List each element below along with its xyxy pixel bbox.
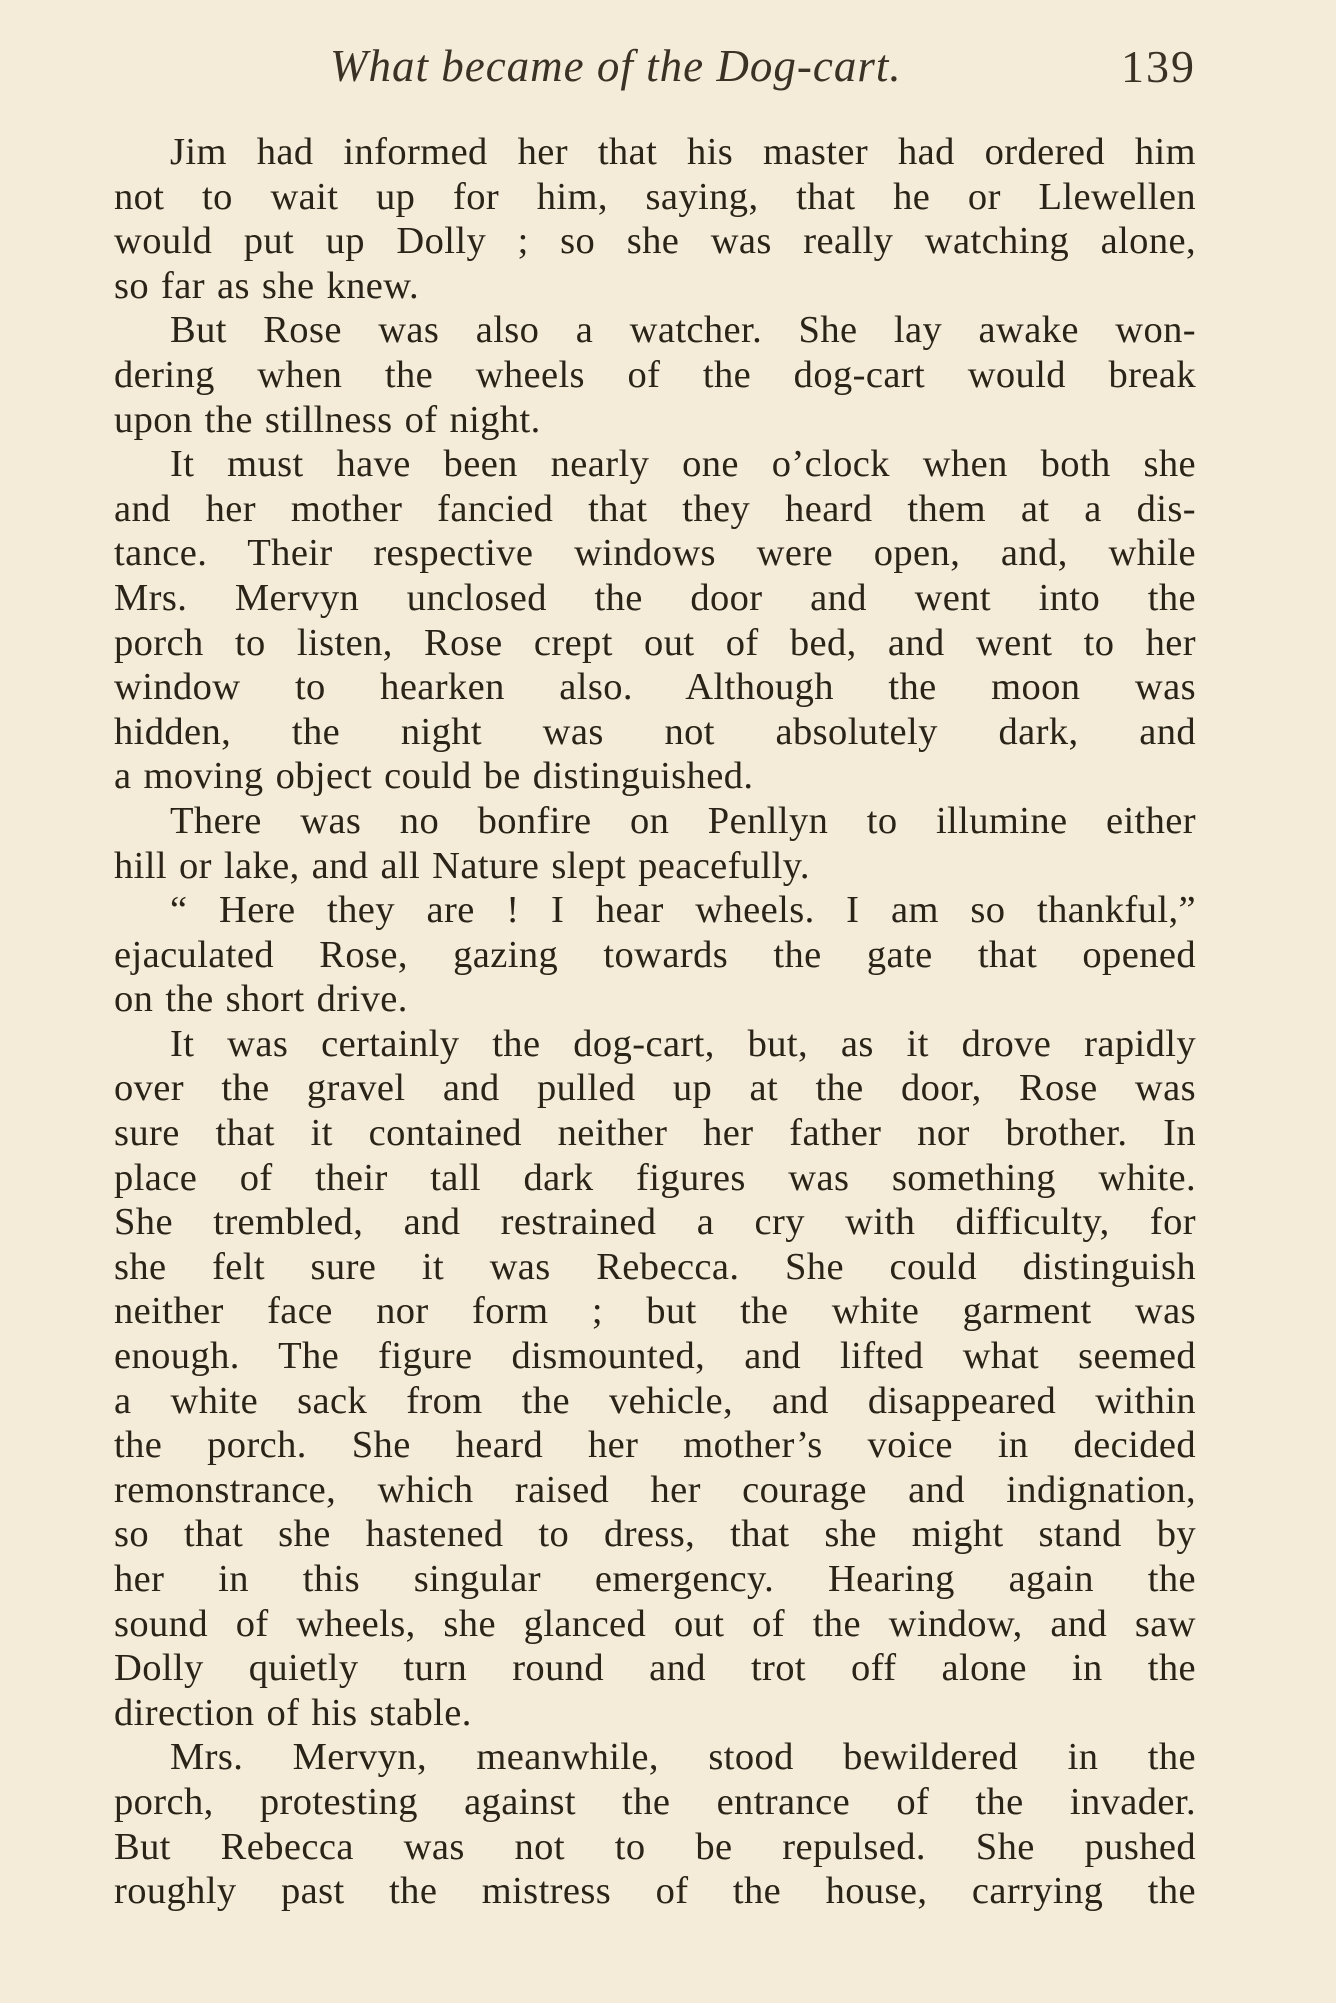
text-line: a white sack from the vehicle, and disappeared within [114,1379,1196,1422]
text-line: sound of wheels, she glanced out of the window, and saw [114,1602,1196,1645]
text-line: she felt sure it was Rebecca. She could distinguish [114,1245,1196,1288]
paragraph [114,308,1196,442]
text-line: It must have been nearly one o’clock when both she [170,443,1196,486]
paragraph [114,1735,1196,1913]
text-line: Mrs. Mervyn, meanwhile, stood bewildered in the [170,1736,1196,1779]
text-line: so far as she knew. [114,264,419,307]
text-line: She trembled, and restrained a cry with difficulty, for [114,1201,1196,1244]
text-line: dering when the wheels of the dog-cart would break [114,353,1196,396]
text-line: roughly past the mistress of the house, carrying the [114,1870,1196,1913]
text-line: There was no bonfire on Penllyn to illumine either [170,799,1196,842]
text-line: hidden, the night was not absolutely dark, and [114,710,1196,753]
text-line: on the short drive. [114,978,408,1021]
text-line: It was certainly the dog-cart, but, as it drove rapidly [170,1022,1196,1065]
running-title: What became of the Dog-cart. [330,41,902,91]
text-line: a moving object could be distinguished. [114,755,754,798]
text-line: enough. The figure dismounted, and lifted what seemed [114,1335,1196,1378]
paragraph [114,442,1196,799]
text-line: tance. Their respective windows were open, and, while [114,532,1196,575]
text-line: hill or lake, and all Nature slept peacefully. [114,844,810,887]
text-line: over the gravel and pulled up at the door, Rose was [114,1067,1196,1110]
text-line: Jim had informed her that his master had ordered him [170,131,1196,173]
text-line: remonstrance, which raised her courage and indignation, [114,1468,1196,1511]
paragraph [114,1022,1196,1736]
text-line: direction of his stable. [114,1691,472,1734]
text-line: her in this singular emergency. Hearing again the [114,1558,1196,1600]
text-line: porch to listen, Rose crept out of bed, and went to her [114,621,1196,664]
text-line: the porch. She heard her mother’s voice in decided [114,1424,1196,1467]
page-number: 139 [1121,41,1196,92]
paragraph [114,888,1196,1022]
text-line: But Rose was also a watcher. She lay awake won- [170,309,1196,352]
text-line: upon the stillness of night. [114,398,541,441]
paragraph [114,799,1196,888]
text-line: ejaculated Rose, gazing towards the gate that opened [114,933,1196,976]
text-line: neither face nor form ; but the white garment was [114,1290,1196,1333]
text-line: Mrs. Mervyn unclosed the door and went into the [114,576,1196,619]
text-line: window to hearken also. Although the moon was [114,666,1196,709]
text-line: sure that it contained neither her father nor brother. In [114,1112,1196,1155]
text-line: would put up Dolly ; so she was really watching alone, [114,220,1196,263]
text-line: porch, protesting against the entrance of the invader. [114,1780,1196,1823]
body-text [114,130,1196,1914]
text-line: and her mother fancied that they heard them at a dis- [114,487,1196,530]
text-line: But Rebecca was not to be repulsed. She pushed [114,1825,1196,1868]
text-line: place of their tall dark figures was something white. [114,1156,1196,1199]
text-line: “ Here they are ! I hear wheels. I am so thankful,” [170,889,1196,932]
paragraph [114,130,1196,308]
text-line: Dolly quietly turn round and trot off alone in the [114,1647,1196,1690]
text-line: not to wait up for him, saying, that he or Llewellen [114,175,1196,218]
running-head [112,40,1196,102]
text-line: so that she hastened to dress, that she might stand by [114,1513,1196,1556]
